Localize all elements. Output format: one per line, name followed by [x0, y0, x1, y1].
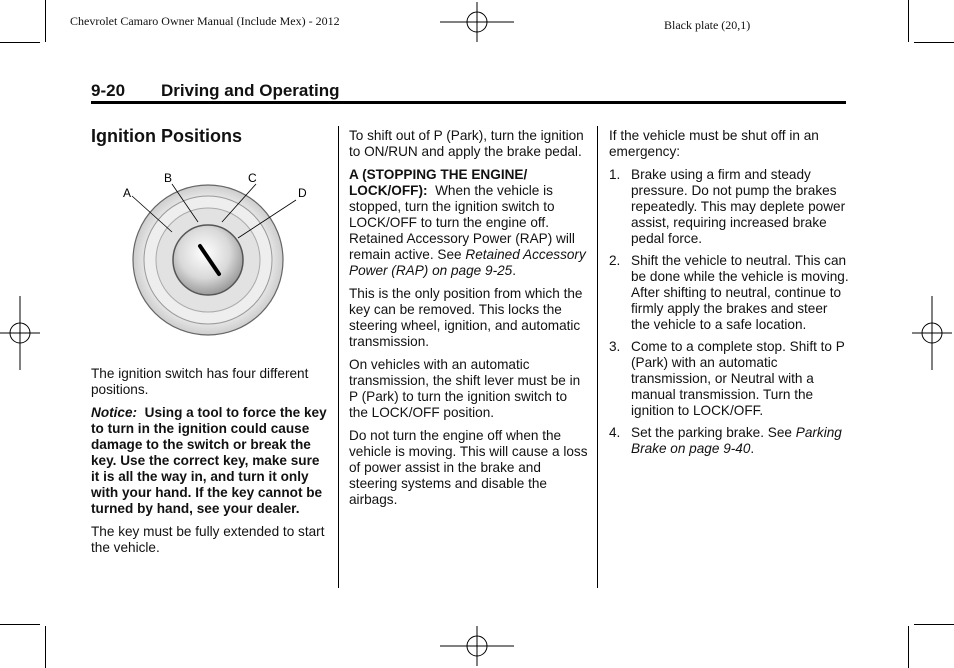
ignition-intro: The ignition switch has four different positions. — [91, 366, 309, 397]
running-header-plate: Black plate (20,1) — [664, 18, 751, 32]
figure-label-d: D — [298, 186, 307, 200]
step-number: 3. — [609, 339, 621, 354]
shift-out-park-text: To shift out of P (Park), turn the ignition to ON/RUN and apply the brake pedal. — [349, 128, 584, 159]
step-text: Set the parking brake. See — [631, 425, 792, 440]
list-item — [609, 167, 849, 247]
registration-mark-bottom — [440, 626, 514, 666]
header-rule — [91, 101, 846, 104]
automatic-transmission-text: On vehicles with an automatic transmission, the shift lever must be in P (Park) to turn the ignition switch to the LOCK/OFF position. — [349, 357, 581, 420]
position-a-label: A (STOPPING THE ENGINE/ LOCK/OFF): — [349, 167, 528, 198]
step-number: 4. — [609, 425, 621, 440]
position-a-end: . — [512, 263, 516, 278]
step-text: Brake using a firm and steady pressure. Do not pump the brakes repeatedly. This may deplete power assist, requiring increased brake pedal force. — [631, 167, 846, 246]
crop-mark — [914, 624, 954, 625]
column-2 — [349, 128, 589, 515]
rap-reference-link[interactable]: Retained Accessory Power (RAP) on page 9-25 — [349, 247, 586, 278]
position-a-paragraph — [349, 167, 589, 279]
notice-text: Using a tool to force the key to turn in the ignition could cause damage to the switch or break the key. Use the correct key, make sure it is all the way in, and turn it only with your hand. If the key cannot be turned by hand, see your dealer. — [91, 405, 327, 516]
list-item — [609, 339, 849, 419]
page-title: Ignition Positions — [91, 126, 242, 146]
crop-mark — [908, 0, 909, 42]
crop-mark — [908, 626, 909, 668]
notice-label: Notice: — [91, 405, 138, 420]
page-number: 9-20 — [91, 81, 126, 100]
step-text: Shift the vehicle to neutral. This can be done while the vehicle is moving. After shifting to neutral, continue to firmly apply the brakes and steer the vehicle to a safe location. — [631, 253, 849, 332]
crop-mark — [0, 624, 40, 625]
key-extended-text: The key must be fully extended to start the vehicle. — [91, 524, 325, 555]
crop-mark — [914, 42, 954, 43]
position-a-text: When the vehicle is stopped, turn the ignition switch to LOCK/OFF to turn the engine off. Retained Accessory Power (RAP) will remain active. See — [349, 183, 575, 262]
column-3 — [609, 128, 849, 463]
emergency-intro: If the vehicle must be shut off in an emergency: — [609, 128, 819, 159]
step-end: . — [750, 441, 755, 456]
figure-label-b: B — [164, 171, 173, 185]
step-number: 1. — [609, 167, 621, 182]
crop-mark — [45, 626, 46, 668]
column-divider — [338, 126, 339, 588]
step-number: 2. — [609, 253, 621, 268]
column-1 — [91, 128, 329, 144]
registration-mark-left — [0, 296, 40, 370]
figure-label-a: A — [123, 186, 132, 200]
registration-mark-top — [440, 2, 514, 42]
figure-label-c: C — [248, 171, 257, 185]
emergency-steps-list — [609, 167, 849, 457]
notice-paragraph — [91, 405, 329, 517]
crop-mark — [45, 0, 46, 42]
ignition-switch-illustration — [118, 166, 318, 346]
key-removal-text: This is the only position from which the key can be removed. This locks the steering wheel, ignition, and automatic transmission. — [349, 286, 583, 349]
list-item — [609, 425, 849, 457]
running-header-title: Chevrolet Camaro Owner Manual (Include Mex) - 2012 — [70, 14, 340, 28]
column-divider — [597, 126, 598, 588]
step-text: Come to a complete stop. Shift to P (Park) with an automatic transmission, or Neutral with a manual transmission. Turn the ignition to LOCK/OFF. — [631, 339, 845, 418]
parking-brake-reference-link[interactable]: Parking Brake on page 9-40 — [631, 425, 842, 456]
list-item — [609, 253, 849, 333]
engine-off-warning-text: Do not turn the engine off when the vehicle is moving. This will cause a loss of power assist in the brake and steering systems and disable the airbags. — [349, 428, 588, 507]
crop-mark — [0, 42, 40, 43]
section-title: Driving and Operating — [161, 81, 340, 100]
column-1-body — [91, 366, 329, 563]
registration-mark-right — [912, 296, 952, 370]
section-header — [91, 81, 340, 101]
